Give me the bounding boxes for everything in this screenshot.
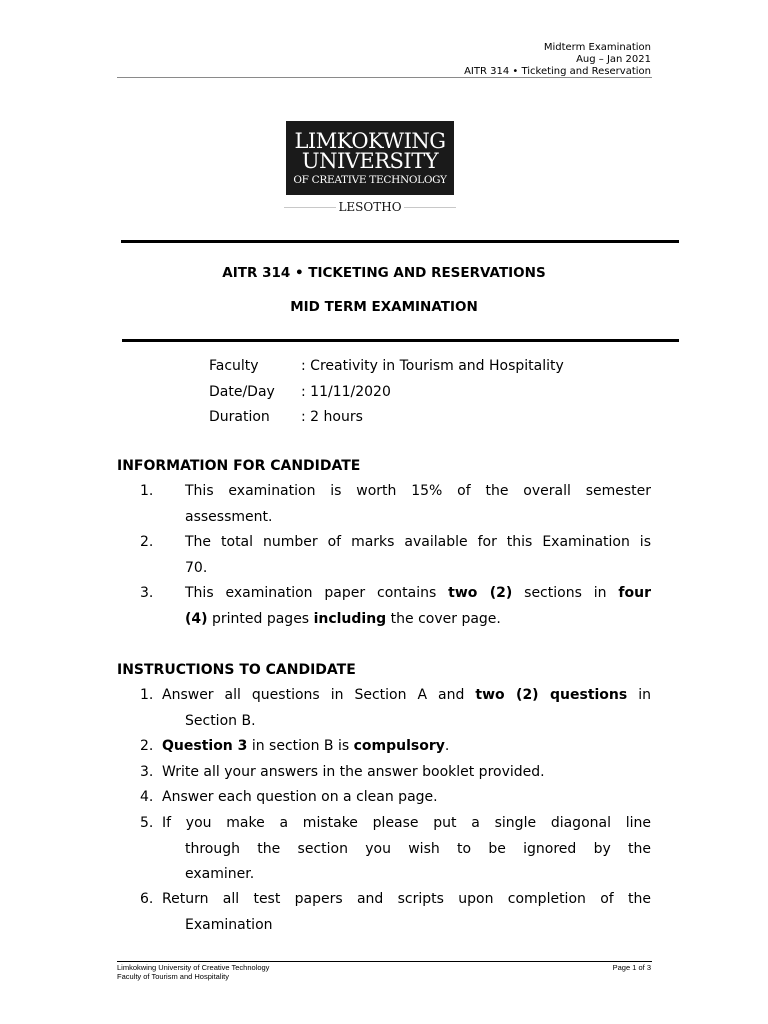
text-line [162,734,651,760]
title-rule-top [121,240,679,243]
logo-text-university: UNIVERSITY [301,149,439,173]
text-line: Return all test papers and scripts upon completion of the [162,891,651,907]
list-number: 6. [140,891,154,907]
list-number: 2. [140,738,154,754]
text-line: through the section you wish to be ignored by the [185,840,651,857]
text-run-bold: including [313,610,387,627]
page-number: Page 1 of 3 [612,963,651,972]
list-number: 1. [140,483,154,499]
text-line: assessment. [185,508,273,525]
detail-label: Duration [209,409,270,425]
text-line: This examination is worth 15% of the overall semester [185,483,651,499]
list-number: 3. [140,585,154,601]
running-header-exam: Midterm Examination [543,42,651,53]
course-title: AITR 314 • TICKETING AND RESERVATIONS [222,265,546,281]
list-text [162,734,651,760]
running-header-course: AITR 314 • Ticketing and Reservation [464,66,651,77]
text-line: Write all your answers in the answer booklet provided. [162,763,545,780]
detail-label: Faculty [209,358,259,374]
detail-value: : Creativity in Tourism and Hospitality [301,358,564,374]
information-heading: INFORMATION FOR CANDIDATE [117,458,361,474]
logo-rule-right [404,207,456,208]
text-run: Answer all questions in Section A and [162,687,476,703]
text-run-bold: compulsory [353,738,445,754]
university-logo [286,121,454,195]
footer-divider [117,961,652,962]
text-run: in [627,687,651,703]
text-line [185,607,651,633]
text-run-bold: two (2) [448,585,513,601]
logo-country-text: LESOTHO [338,200,402,214]
text-run: the cover page. [386,610,501,627]
list-number: 2. [140,534,154,550]
title-rule-bottom [122,339,679,342]
logo-text-limkokwing: LIMKOKWING [294,129,446,153]
list-text [185,581,651,632]
footer-faculty: Faculty of Tourism and Hospitality [117,971,229,981]
text-line: If you make a mistake please put a single diagonal line [162,815,651,831]
text-run-bold: four [618,585,651,601]
list-text [162,785,651,811]
list-text [185,479,651,530]
list-number: 3. [140,763,154,780]
detail-value: : 2 hours [301,409,363,425]
exam-title: MID TERM EXAMINATION [290,299,478,315]
text-line [162,683,651,709]
list-number: 5. [140,815,154,831]
instructions-heading: INSTRUCTIONS TO CANDIDATE [117,662,356,678]
list-text [162,887,651,938]
list-number: 4. [140,789,154,805]
text-run: sections in [512,585,619,601]
logo-country [284,200,456,216]
list-text [162,760,651,786]
footer-university: Limkokwing University of Creative Technology [117,963,270,972]
list-text [162,811,651,888]
text-run-bold: (4) [185,610,208,627]
text-line: Answer each question on a clean page. [162,789,438,805]
text-run: This examination paper contains [185,585,449,601]
text-line: Section B. [185,712,256,729]
detail-value: : 11/11/2020 [301,383,391,400]
footer-institution [117,964,269,981]
running-header-period: Aug – Jan 2021 [576,54,651,65]
header-divider [117,77,652,78]
text-run: . [444,738,450,754]
text-line: examiner. [185,866,255,882]
text-run: in section B is [247,738,354,754]
text-line: The total number of marks available for this Examination is [185,534,651,550]
logo-text-tagline: OF CREATIVE TECHNOLOGY [293,174,447,186]
text-run-bold: two (2) questions [475,687,628,703]
text-run: printed pages [207,610,314,627]
text-line: Examination [185,916,273,933]
list-text [185,530,651,581]
list-text [162,683,651,734]
text-line: 70. [185,559,208,576]
list-number: 1. [140,687,154,703]
text-run-bold: Question 3 [162,738,248,754]
text-line [185,581,651,607]
detail-label: Date/Day [209,383,275,400]
running-header [251,42,651,78]
